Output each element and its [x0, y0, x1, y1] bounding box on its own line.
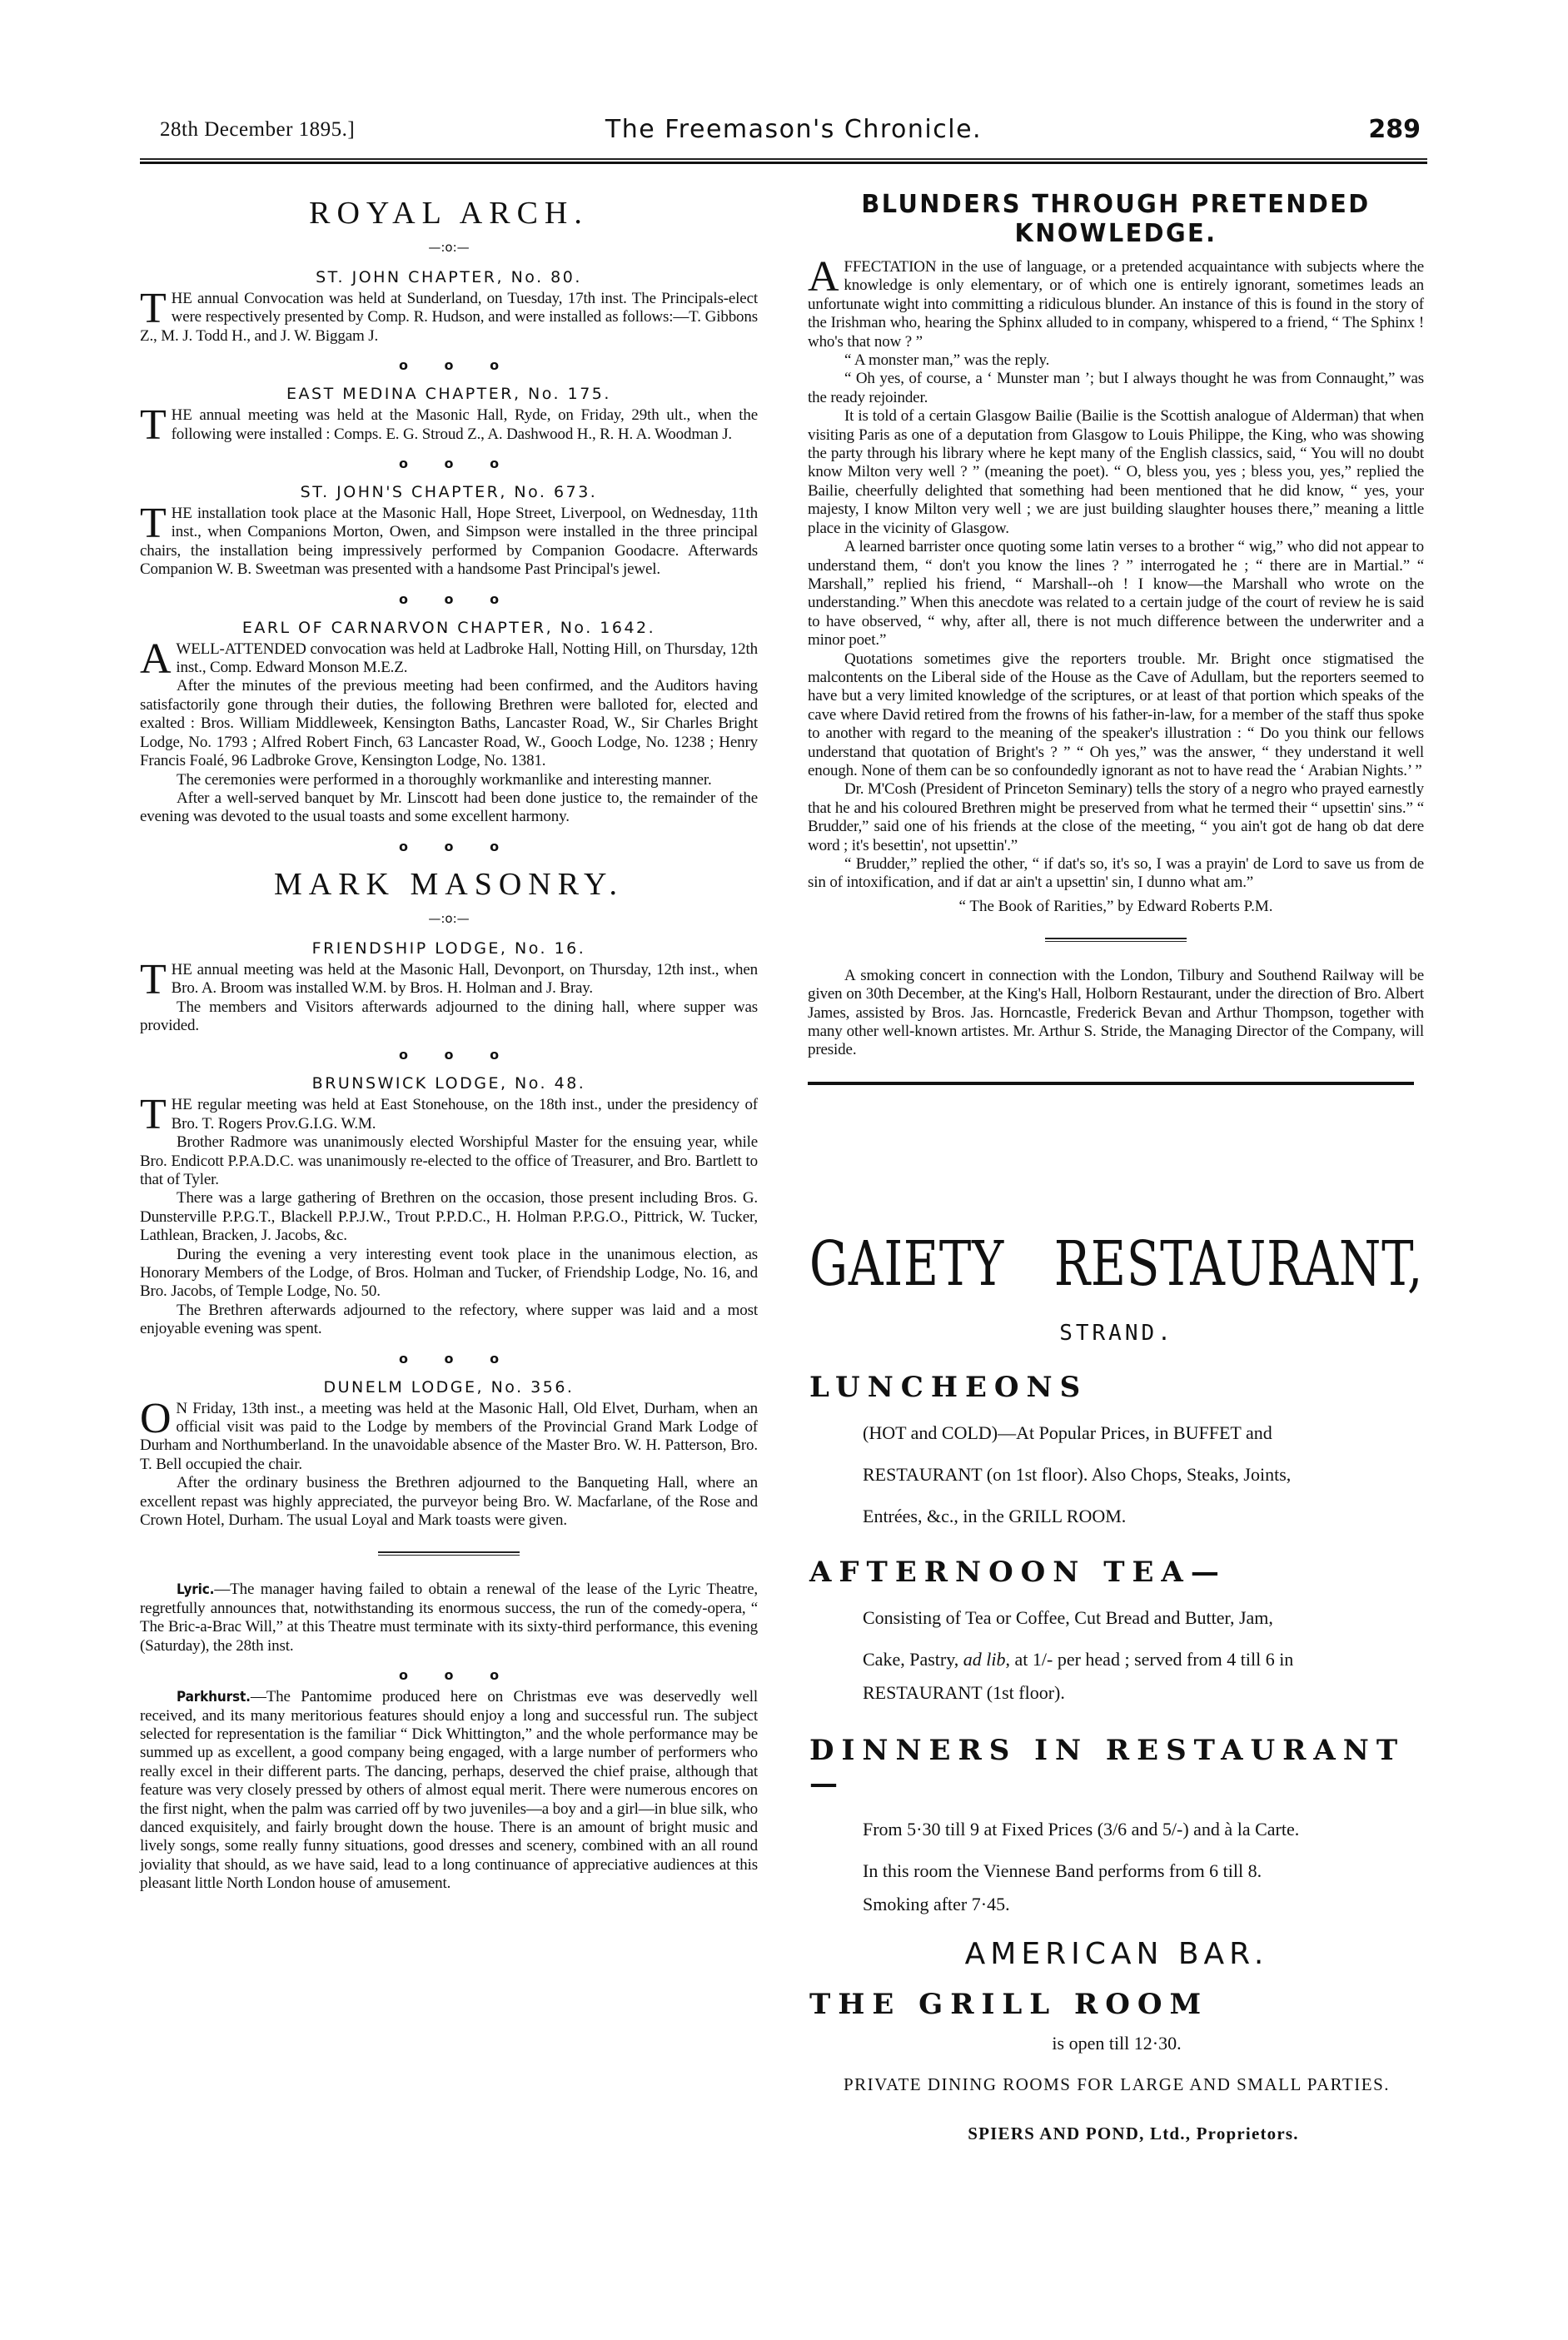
article-heading: ST. JOHN'S CHAPTER, No. 673. [300, 483, 598, 502]
dinners-heading: DINNERS IN RESTAURANT— [809, 1734, 1406, 1800]
advert-title-part1: GAIETY [809, 1228, 1005, 1300]
article-paragraph: THE regular meeting was held at East Stonehouse, on the 18th inst., under the presidency of Bro. T. Rogers Prov.G.I.G. W.M. [140, 1091, 758, 1139]
article-brunswick-lodge [140, 1074, 758, 1338]
left-column [140, 183, 758, 1894]
article-heading: EARL OF CARNARVON CHAPTER, No. 1642. [241, 618, 656, 637]
article-paragraph: Quotations sometimes give the reporters trouble. Mr. Bright once stigmatised the malcontents on the Liberal side of the House as the Cave of Adullam, but the reporters seemed to have but a very limited knowledge of the scriptures, or at least of that portion which speaks of the cave where David retired from the frowns of his father-in-law, for a member of the staff thus spoke to another with regard to the meaning of the speaker's illustration : “ Do you think our fellows understand that quotation of Bright's ? ” “ Oh yes,” was the answer, “ they understand it well enough. None of them can be so confoundedly ignorant as not to have read the ‘ Arabian Nights.’ ” [808, 650, 1424, 779]
section-divider [378, 1551, 520, 1556]
section-divider [1045, 938, 1187, 942]
note-text: —The Pantomime produced here on Christmas eve was deservedly well received, and its many meritorious features should enjoy a long and successful run. The subject selected for representation is the familiar “ Dick Whittington,” and the whole performance may be summed up as excellent, a good company being engaged, with a large number of performers who really excel in their different parts. The dancing, perhaps, deserved the chief praise, although that feature was very closely pressed by others of almost equal merit. There were numerous encores on the first night, when the palm was carried off by two juveniles—a boy and a girl—in blue silk, who danced exquisitely, and fairly brought down the house. There is an amount of bright music and lively songs, some really funny situations, good dresses and scenery, combined with an all round joviality that should, as we have said, lead to a long continuance of appreciative audiences at this pleasant little North London house of amusement. [140, 1688, 758, 1893]
section-title-mark-masonry: MARK MASONRY. [273, 866, 625, 902]
ornament: —:o:— [428, 240, 470, 255]
italic-fragment: ad lib [963, 1649, 1006, 1670]
run-in-heading: Lyric. [177, 1581, 215, 1599]
article-paragraph: Dr. M'Cosh (President of Princeton Seminary) tells the story of a negro who prayed earnestly that he and his coloured Brethren might be preserved from what he termed their “ upsettin' sins.” “ Brudder,” said one of his friends at the close of the meeting, “ you ain't got de hang ob dat dere word ; it's besettin', not upsettin'.” [808, 780, 1424, 854]
article-paragraph: During the evening a very interesting event took place in the unanimous election, as Honorary Members of the Lodge, of Bros. Holman and Tucker, of Friendship Lodge, No. 16, and Bro. Jacobs, of Temple Lodge, No. 50. [140, 1245, 758, 1301]
article-st-johns-chapter [140, 483, 758, 580]
advert-title [809, 1224, 1423, 1304]
article-paragraph: THE annual meeting was held at the Masonic Hall, Ryde, on Friday, 29th ult., when the following were installed : Comps. E. G. Stroud Z., A. Dashwood H., R. H. A. Woodman J. [140, 401, 758, 450]
article-paragraph [140, 1581, 758, 1655]
grill-room-heading: THE GRILL ROOM [809, 1988, 1209, 2021]
private-dining-notice: PRIVATE DINING ROOMS FOR LARGE AND SMALL PARTIES. [843, 2074, 1391, 2094]
article-paragraph: It is told of a certain Glasgow Bailie (Bailie is the Scottish analogue of Alderman) that when visiting Paris as one of a deputation from Glasgow to Louis Philippe, the King, who was showing the party through his library where he kept many of the English classics, said, “ You will no doubt know Milton very well ? ” (meaning the poet). “ O, bless you, yes ; bless you, yes,” replied the Bailie, cheerfully delighted that something had been mentioned that he did know, “ yes, your majesty, I know Milton very well ; we are just building slaughter houses there,” meaning a little place in the vicinity of Glasgow. [808, 407, 1424, 537]
separator-circles: o o o [398, 1350, 500, 1367]
article-paragraph [140, 1688, 758, 1893]
right-column [808, 183, 1424, 1085]
article-heading: BRUNSWICK LODGE, No. 48. [311, 1074, 586, 1093]
article-east-medina-chapter [140, 385, 758, 450]
text-fragment: , at 1/- per head ; served from 4 till 6 in [1005, 1649, 1294, 1670]
section-title-royal-arch: ROYAL ARCH. [309, 196, 589, 231]
article-paragraph: The members and Visitors afterwards adjourned to the dining hall, where supper was provided. [140, 998, 758, 1034]
article-paragraph: A learned barrister once quoting some latin verses to a brother “ wig,” who did not appear to understand them, “ don't you know the lines ? ” interrogated he ; “ there are in Martial.” “ Marshall,” replied his friend, “ Marshall--oh ! I know—the Marshall who wrote on the understanding.” When this anecdote was related to a certain judge of the court of review he is said to have observed, “ why, after all, there is not much difference between the underwriter and a minor poet.” [808, 538, 1424, 650]
article-paragraph: The Brethren afterwards adjourned to the refectory, where supper was laid and a most enjoyable evening was spent. [140, 1301, 758, 1338]
separator-circles: o o o [398, 1667, 500, 1684]
run-in-heading: Parkhurst. [177, 1689, 251, 1706]
dinners-line: Smoking after 7·45. [863, 1894, 1010, 1914]
article-heading: ST. JOHN CHAPTER, No. 80. [316, 268, 582, 286]
article-paragraph: Brother Radmore was unanimously elected Worshipful Master for the ensuing year, while Bro. Endicott P.P.A.D.C. was unanimously re-elected to the office of Treasurer, and Bro. Bartlett to that of Tyler. [140, 1133, 758, 1188]
advert-title-part2: RESTAURANT, [1053, 1228, 1424, 1300]
separator-circles: o o o [398, 1047, 500, 1063]
article-paragraph: After a well-served banquet by Mr. Linscott had been done justice to, the remainder of the evening was devoted to the usual toasts and some excellent harmony. [140, 789, 758, 826]
header-rule [140, 158, 1427, 164]
article-st-john-chapter [140, 268, 758, 346]
afternoon-tea-line [809, 1639, 1424, 1680]
american-bar-heading: AMERICAN BAR. [964, 1937, 1269, 1971]
page-number: 289 [1368, 115, 1421, 144]
advert-location: STRAND. [1059, 1321, 1174, 1346]
article-paragraph: “ Oh yes, of course, a ‘ Munster man ’; but I always thought he was from Connaught,” was the ready rejoinder. [808, 370, 1424, 406]
separator-circles: o o o [398, 838, 500, 854]
luncheons-heading: LUNCHEONS [809, 1371, 1088, 1404]
article-paragraph: “ A monster man,” was the reply. [844, 351, 1050, 370]
article-blunders [808, 190, 1424, 916]
dinners-line: In this room the Viennese Band performs from 6 till 8. [863, 1860, 1262, 1881]
smoking-concert-notice: A smoking concert in connection with the London, Tilbury and Southend Railway will be given on 30th December, at the King's Hall, Holborn Restaurant, under the direction of Bro. Albert James, assisted by Bros. Jas. Horncastle, Frederick Bevan and Arthur Thompson, together with many other well-known artistes. Mr. Arthur S. Stride, the Managing Director of the Company, will preside. [808, 966, 1424, 1059]
text-fragment: Cake, Pastry, [863, 1649, 963, 1670]
luncheons-line: Entrées, &c., in the GRILL ROOM. [863, 1506, 1127, 1526]
article-heading: FRIENDSHIP LODGE, No. 16. [311, 938, 586, 958]
luncheons-line: (HOT and COLD)—At Popular Prices, in BUFFET and [863, 1422, 1272, 1443]
article-dunelm-lodge [140, 1378, 758, 1531]
issue-date: 28th December 1895.] [160, 118, 356, 141]
publication-title: The Freemason's Chronicle. [605, 115, 983, 144]
ornament: —:o:— [428, 910, 470, 926]
article-paragraph: ON Friday, 13th inst., a meeting was held at the Masonic Hall, Old Elvet, Durham, when an official visit was paid to the Lodge by members of the Provincial Grand Mark Lodge of Durham and Northumberland. In the unavoidable absence of the Master Bro. W. H. Patterson, Bro. T. Bell occupied the chair. [140, 1394, 758, 1473]
note-text: —The manager having failed to obtain a renewal of the lease of the Lyric Theatre, regretfully announces that, notwithstanding its enormous success, the run of the comedy-opera, “ The Bric-a-Brac Will,” at this Theatre must terminate with its sixty-third performance, this evening (Saturday), the 28th inst. [140, 1581, 758, 1655]
article-paragraph: AFFECTATION in the use of language, or a pretended acquaintance with subjects where the knowledge is only elementary, or of which one is entirely ignorant, sometimes leads an unfortunate wight into committing a ridiculous blunder. An instance of this is found in the story of the Irishman who, hearing the Sphinx alluded to in company, whispered to a friend, “ The Sphinx ! who's that now ? ” [808, 253, 1424, 351]
theatre-note-lyric [140, 1581, 758, 1655]
afternoon-tea-line: Consisting of Tea or Coffee, Cut Bread and Butter, Jam, [863, 1607, 1273, 1628]
separator-circles: o o o [398, 590, 500, 607]
gaiety-restaurant-advert [809, 1224, 1424, 2144]
afternoon-tea-line: RESTAURANT (1st floor). [863, 1682, 1065, 1703]
article-paragraph: After the minutes of the previous meeting had been confirmed, and the Auditors having satisfactorily gone through their duties, the following Brethren were balloted for, elected and exalted : Bros. William Middleweek, Kensington Baths, Lancaster Road, W., Sir Charles Bright Lodge, No. 1793 ; Alfred Robert Finch, 63 Lancaster Road, W., Gooch Lodge, No. 1238 ; Henry Francis Foalé, 96 Ladbroke Grove, Kensington Lodge, No. 1381. [140, 677, 758, 770]
running-header [160, 115, 1427, 152]
article-earl-of-carnarvon-chapter [140, 619, 758, 827]
article-title: BLUNDERS THROUGH PRETENDED KNOWLEDGE. [861, 190, 1371, 248]
luncheons-line: RESTAURANT (on 1st floor). Also Chops, Steaks, Joints, [863, 1464, 1292, 1485]
article-paragraph: THE installation took place at the Masonic Hall, Hope Street, Liverpool, on Wednesday, 11th inst., when Companions Morton, Owen, and Simpson were installed in the three principal chairs, the installation being impressively performed by Companion Goodacre. Afterwards Companion W. B. Sweetman was presented with a handsome Past Principal's jewel. [140, 500, 758, 579]
advert-divider [808, 1082, 1414, 1085]
article-attribution: “ The Book of Rarities,” by Edward Roberts P.M. [958, 897, 1273, 915]
dinners-line: From 5·30 till 9 at Fixed Prices (3/6 and 5/-) and à la Carte. [863, 1819, 1300, 1840]
article-heading: DUNELM LODGE, No. 356. [323, 1377, 575, 1397]
separator-circles: o o o [398, 456, 500, 472]
article-paragraph: There was a large gathering of Brethren on the occasion, those present including Bros. G. Dunsterville P.P.G.T., Blackell P.P.J.W., Trout P.P.D.C., H. Holman P.P.G.O., Pittrick, W. Tucker, Lathlean, Bracken, J. Jacobs, &c. [140, 1189, 758, 1245]
article-heading: EAST MEDINA CHAPTER, No. 175. [286, 385, 611, 404]
grill-room-hours: is open till 12·30. [1052, 2033, 1182, 2054]
article-paragraph: The ceremonies were performed in a thoroughly workmanlike and interesting manner. [177, 770, 712, 789]
article-friendship-lodge [140, 939, 758, 1036]
proprietors-line: SPIERS AND POND, Ltd., Proprietors. [968, 2123, 1299, 2143]
article-paragraph: THE annual meeting was held at the Masonic Hall, Devonport, on Thursday, 12th inst., when Bro. A. Broom was installed W.M. by Bros. H. Holman and J. Bray. [140, 955, 758, 1003]
article-paragraph: “ Brudder,” replied the other, “ if dat's so, it's so, I was a prayin' de Lord to save us from de sin of intoxification, and if dat ar ain't a upsettin' sin, I dunno what am.” [808, 855, 1424, 892]
article-paragraph: THE annual Convocation was held at Sunderland, on Tuesday, 17th inst. The Principals-elect were respectively presented by Comp. R. Hudson, and were installed as follows:—T. Gibbons Z., M. J. Todd H., and J. W. Biggam J. [140, 285, 758, 345]
separator-circles: o o o [398, 357, 500, 374]
article-paragraph: AWELL-ATTENDED convocation was held at Ladbroke Hall, Notting Hill, on Thursday, 12th inst., Comp. Edward Monson M.E.Z. [140, 635, 758, 683]
article-paragraph: After the ordinary business the Brethren adjourned to the Banqueting Hall, where an excellent repast was highly appreciated, the purveyor being Bro. W. Macfarlane, of the Rose and Crown Hotel, Durham. The usual Loyal and Mark toasts were given. [140, 1474, 758, 1530]
theatre-note-parkhurst [140, 1688, 758, 1893]
afternoon-tea-heading: AFTERNOON TEA— [809, 1556, 1227, 1589]
